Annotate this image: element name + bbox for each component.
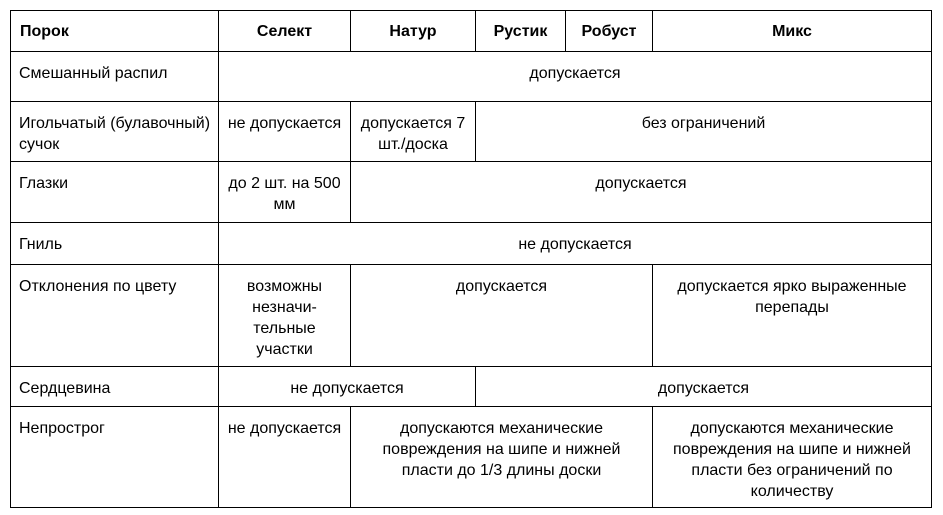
row-label-heartwood: Сердцевина	[11, 367, 219, 407]
table-row	[11, 52, 932, 102]
cell-eyes-select: до 2 шт. на 500 мм	[219, 162, 351, 223]
cell-pin-knot-select: не допускается	[219, 102, 351, 162]
table-row	[11, 407, 932, 508]
cell-unplaned-mix: допускаются механические повреждения на шипе и нижней пласти без ограничений по количеству	[653, 407, 932, 508]
cell-pin-knot-rest: без ограничений	[476, 102, 932, 162]
header-select: Селект	[219, 11, 351, 52]
header-defect: Порок	[11, 11, 219, 52]
cell-heartwood-select-natur: не допускается	[219, 367, 476, 407]
cell-eyes-rest: допускается	[351, 162, 932, 223]
header-natur: Натур	[351, 11, 476, 52]
cell-rot-all: не допускается	[219, 223, 932, 265]
cell-heartwood-rest: допускается	[476, 367, 932, 407]
header-robust: Робуст	[566, 11, 653, 52]
cell-mixed-cut-all: допускается	[219, 52, 932, 102]
header-rustic: Рустик	[476, 11, 566, 52]
table-row	[11, 102, 932, 162]
cell-pin-knot-natur: допускается 7 шт./доска	[351, 102, 476, 162]
table-row	[11, 367, 932, 407]
table-row	[11, 162, 932, 223]
row-label-unplaned: Непрострог	[11, 407, 219, 508]
cell-unplaned-middle: допускаются механические повреждения на шипе и нижней пласти до 1/3 длины доски	[351, 407, 653, 508]
row-label-color-deviation: Отклонения по цвету	[11, 265, 219, 367]
table-row	[11, 265, 932, 367]
header-row	[11, 11, 932, 52]
row-label-eyes: Глазки	[11, 162, 219, 223]
cell-unplaned-select: не допускается	[219, 407, 351, 508]
cell-color-deviation-select: возможны незначи- тельные участки	[219, 265, 351, 367]
header-mix: Микс	[653, 11, 932, 52]
cell-color-deviation-mix: допускается ярко выраженные перепады	[653, 265, 932, 367]
row-label-pin-knot: Игольчатый (булавочный) сучок	[11, 102, 219, 162]
cell-color-deviation-middle: допускается	[351, 265, 653, 367]
defects-table-container	[10, 10, 932, 508]
table-row	[11, 223, 932, 265]
row-label-mixed-cut: Смешанный распил	[11, 52, 219, 102]
row-label-rot: Гниль	[11, 223, 219, 265]
defects-table	[10, 10, 932, 508]
